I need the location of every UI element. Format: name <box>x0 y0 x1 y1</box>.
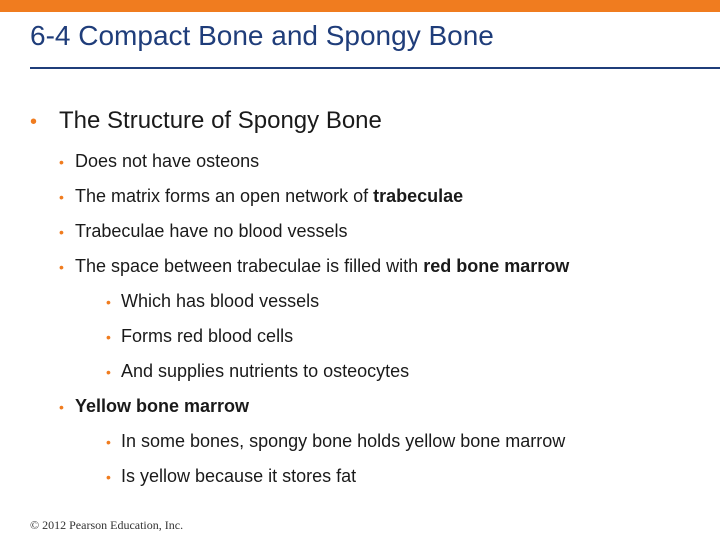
bullet-dot: • <box>106 434 111 450</box>
bullet-text <box>75 256 569 277</box>
bullet-some-bones-yellow <box>106 431 565 452</box>
bullet-text: Which has blood vessels <box>121 291 320 311</box>
bullet-has-blood-vessels <box>106 291 319 312</box>
bullet-dot: • <box>106 294 111 310</box>
bullet-supplies-nutrients <box>106 361 409 382</box>
bullet-no-osteons <box>59 151 259 172</box>
bullet-text: Does not have osteons <box>75 151 260 171</box>
bullet-text: Is yellow because it stores fat <box>121 466 357 486</box>
bullet-matrix-trabeculae <box>59 186 463 207</box>
bullet-structure-spongy-bone <box>30 107 382 135</box>
bullet-dot: • <box>59 259 64 275</box>
bullet-dot: • <box>59 399 64 415</box>
bullet-text-plain: The matrix forms an open network of <box>75 186 374 206</box>
top-accent-bar <box>0 0 720 12</box>
bullet-dot: • <box>59 224 64 240</box>
slide-title: 6-4 Compact Bone and Spongy Bone <box>30 20 494 51</box>
bullet-text: The Structure of Spongy Bone <box>59 107 382 134</box>
title-underline <box>30 67 720 69</box>
bullet-stores-fat <box>106 466 356 487</box>
bullet-text-bold: Yellow bone marrow <box>75 396 250 416</box>
bullet-text-bold: red bone marrow <box>423 256 570 276</box>
bullet-text: And supplies nutrients to osteocytes <box>121 361 410 381</box>
bullet-dot: • <box>59 189 64 205</box>
bullet-dot: • <box>106 364 111 380</box>
copyright-footer: © 2012 Pearson Education, Inc. <box>30 518 184 532</box>
bullet-forms-red-blood-cells <box>106 326 293 347</box>
bullet-text <box>75 186 463 207</box>
bullet-dot: • <box>106 469 111 485</box>
bullet-no-blood-vessels <box>59 221 348 242</box>
bullet-text-plain: The space between trabeculae is filled with <box>75 256 424 276</box>
bullet-text-bold: trabeculae <box>373 186 464 206</box>
bullet-text: Forms red blood cells <box>121 326 294 346</box>
bullet-dot: • <box>106 329 111 345</box>
bullet-text: In some bones, spongy bone holds yellow bone marrow <box>121 431 566 451</box>
bullet-dot: • <box>59 154 64 170</box>
bullet-yellow-bone-marrow <box>59 396 249 417</box>
bullet-text: Trabeculae have no blood vessels <box>75 221 348 241</box>
bullet-red-bone-marrow <box>59 256 569 277</box>
bullet-dot: • <box>30 111 38 133</box>
